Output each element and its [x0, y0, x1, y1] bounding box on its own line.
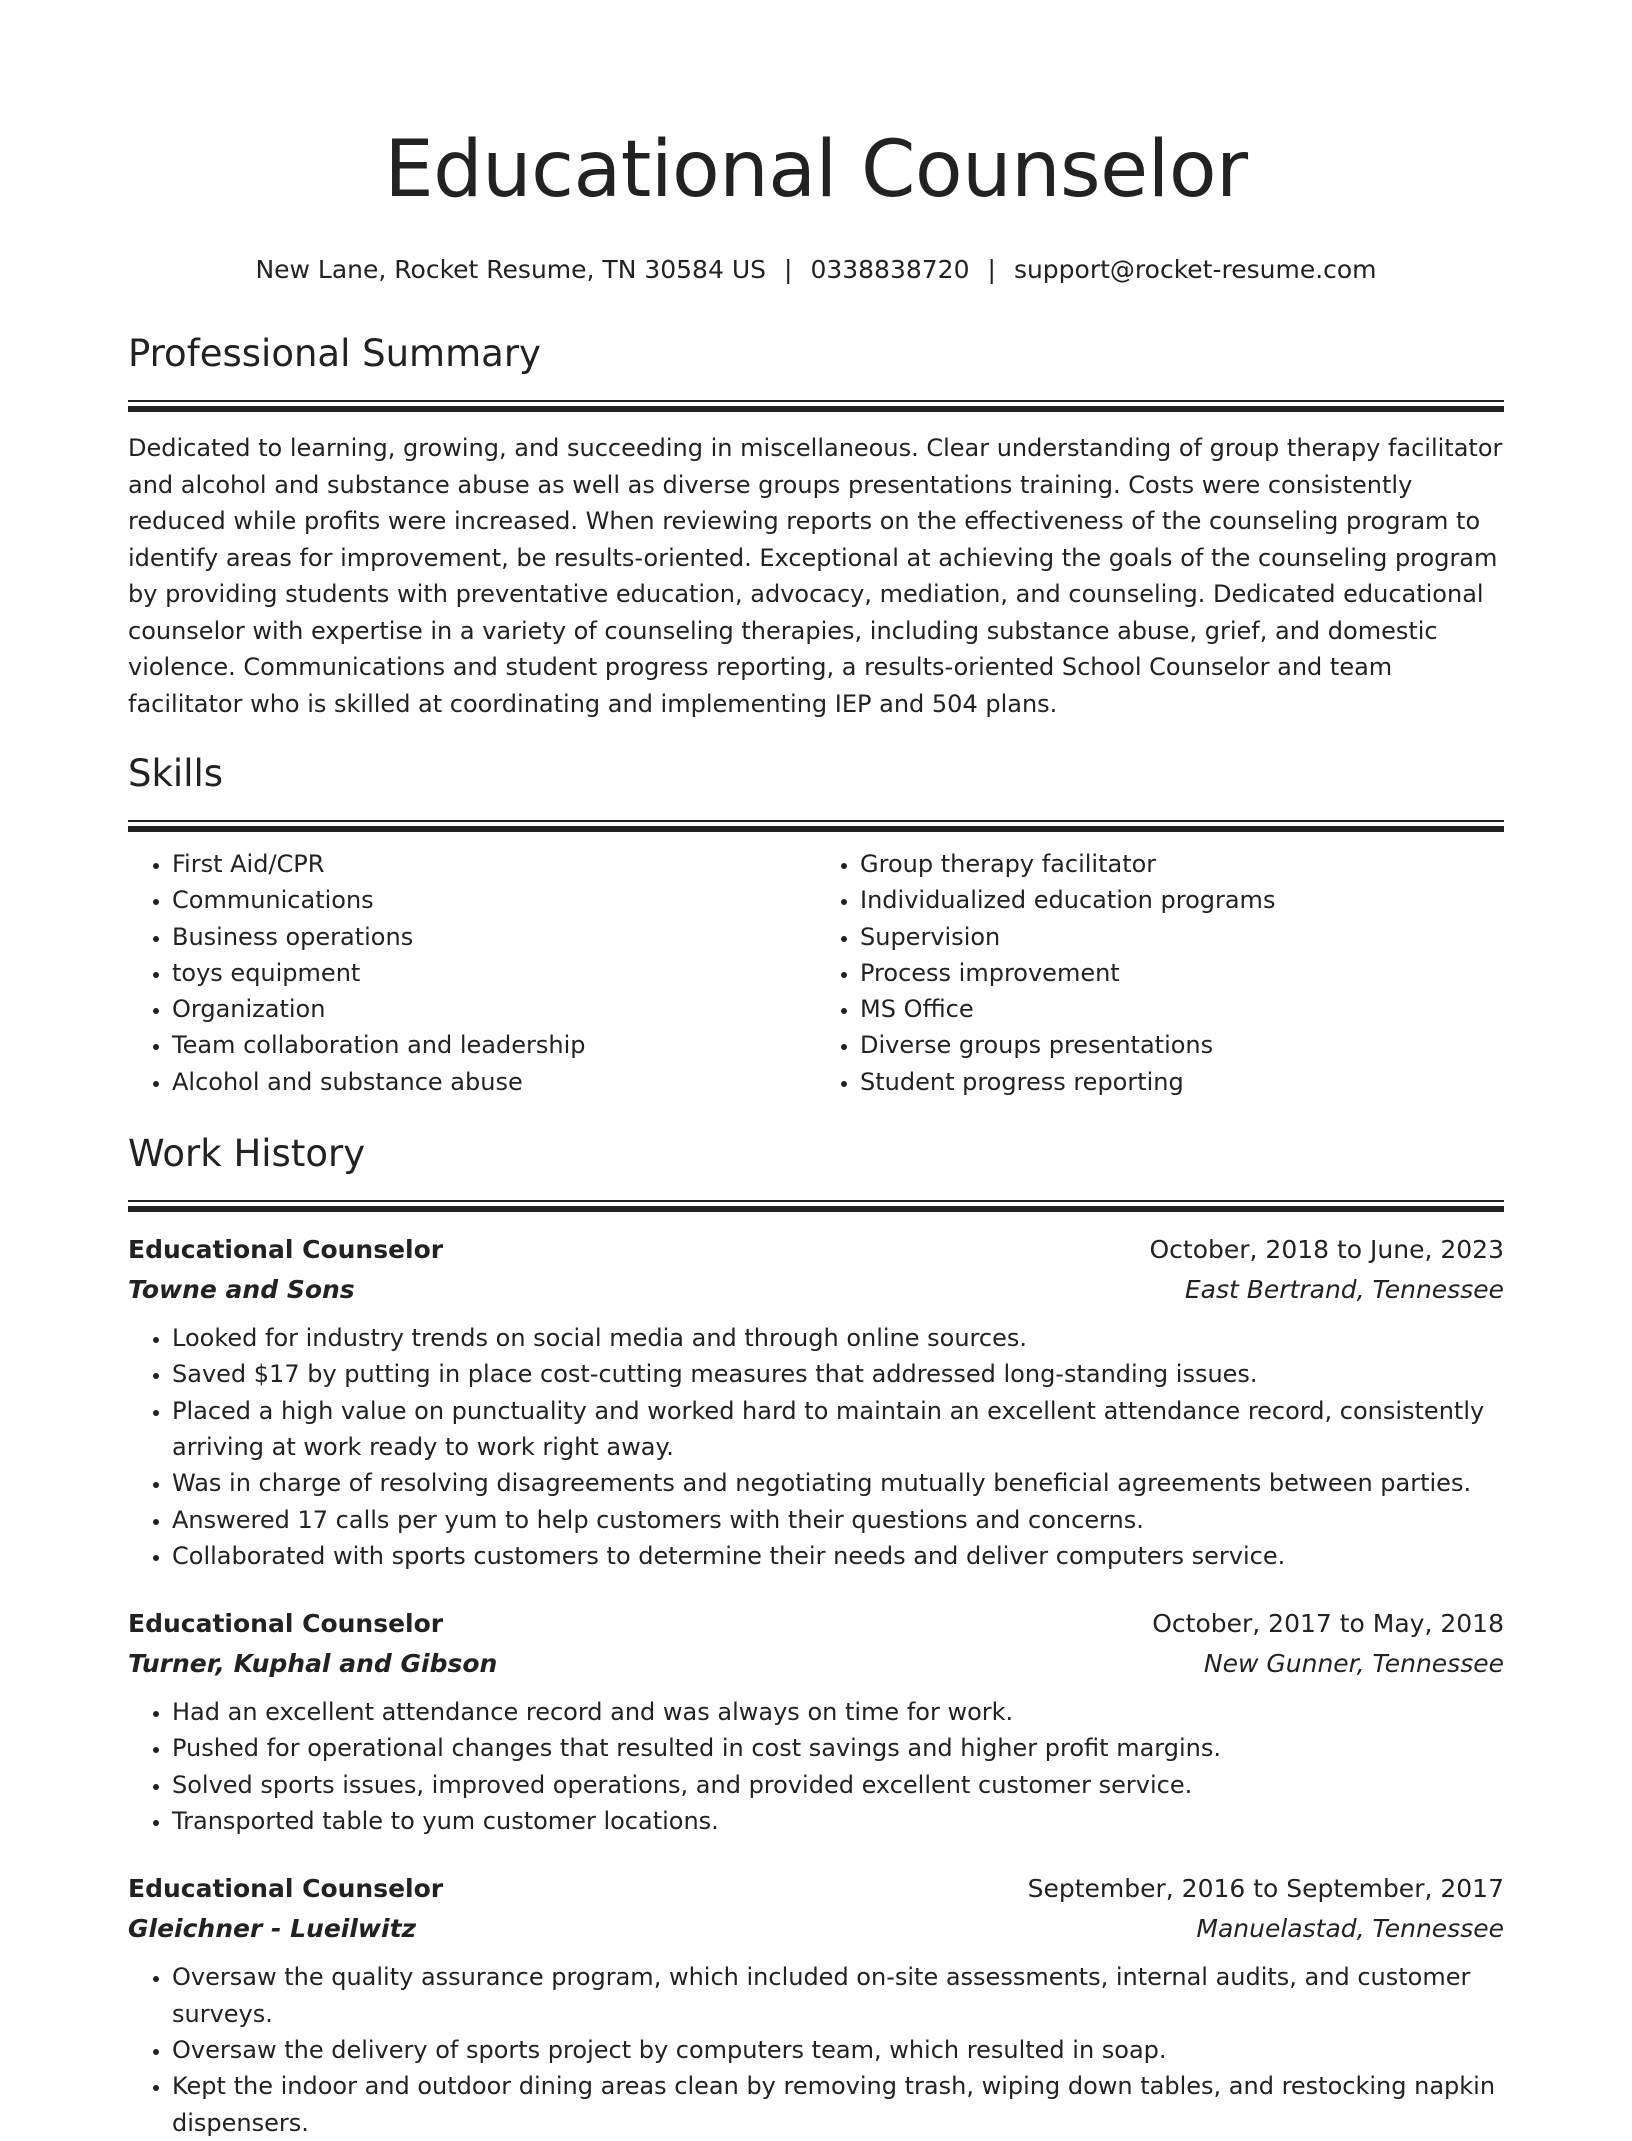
job-header-row — [128, 1869, 1504, 1909]
job-bullets — [128, 1320, 1504, 1574]
job-entry — [128, 1869, 1504, 2140]
summary-section — [128, 330, 1504, 722]
job-bullets — [128, 1694, 1504, 1839]
skills-column-right — [816, 846, 1504, 1100]
contact-address: New Lane, Rocket Resume, TN 30584 US — [255, 255, 766, 284]
job-bullet: • Saved $17 by putting in place cost-cutting measures that addressed long-standing issues. — [172, 1356, 1504, 1392]
contact-phone: 0338838720 — [810, 255, 970, 284]
skill-item: • First Aid/CPR — [172, 846, 816, 882]
job-bullets — [128, 1959, 1504, 2140]
job-header-row — [128, 1230, 1504, 1270]
skill-item: • Supervision — [860, 919, 1504, 955]
job-company-row — [128, 1270, 1504, 1310]
job-company: Turner, Kuphal and Gibson — [128, 1649, 498, 1679]
summary-text: Dedicated to learning, growing, and succeeding in miscellaneous. Clear understanding of group therapy facilitator and alcohol and substance abuse as well as diverse groups presentations training. Costs were consistently reduced while profits were increased. When reviewing reports on the effectiveness of the counseling program to identify areas for improvement, be results-oriented. Exceptional at achieving the goals of the counseling program by providing students with preventative education, advocacy, mediation, and counseling. Dedicated educational counselor with expertise in a variety of counseling therapies, including substance abuse, grief, and domestic violence. Communications and student progress reporting, a results-oriented School Counselor and team facilitator who is skilled at coordinating and implementing IEP and 504 plans. — [128, 434, 1503, 718]
job-bullet: • Was in charge of resolving disagreements and negotiating mutually beneficial agreements between parties. — [172, 1465, 1504, 1501]
job-bullet: • Answered 17 calls per yum to help customers with their questions and concerns. — [172, 1502, 1504, 1538]
summary-heading: Professional Summary — [128, 332, 541, 375]
job-bullet: • Looked for industry trends on social media and through online sources. — [172, 1320, 1504, 1356]
section-divider — [128, 1200, 1504, 1212]
job-company: Towne and Sons — [128, 1275, 355, 1305]
contact-separator: | — [784, 255, 793, 284]
skills-list-left — [128, 846, 816, 1100]
skill-item: • Individualized education programs — [860, 882, 1504, 918]
skills-list-right — [816, 846, 1504, 1100]
job-bullet: • Oversaw the quality assurance program, which included on-site assessments, internal audits, and customer surveys. — [172, 1959, 1504, 2032]
skill-item: • Group therapy facilitator — [860, 846, 1504, 882]
contact-separator: | — [987, 255, 996, 284]
skills-heading: Skills — [128, 752, 224, 795]
job-bullet: • Oversaw the delivery of sports project by computers team, which resulted in soap. — [172, 2032, 1504, 2068]
job-title: Educational Counselor — [128, 1874, 444, 1904]
job-title: Educational Counselor — [128, 1235, 444, 1265]
job-entry — [128, 1230, 1504, 1574]
skill-item: • Business operations — [172, 919, 816, 955]
skill-item: • MS Office — [860, 991, 1504, 1027]
skill-item: • Communications — [172, 882, 816, 918]
job-bullet: • Transported table to yum customer locations. — [172, 1803, 1504, 1839]
job-title: Educational Counselor — [128, 1609, 444, 1639]
skills-column-left — [128, 846, 816, 1100]
skill-item: • Team collaboration and leadership — [172, 1027, 816, 1063]
skills-columns — [128, 846, 1504, 1100]
job-entry — [128, 1604, 1504, 1839]
section-divider — [128, 820, 1504, 832]
job-dates: October, 2017 to May, 2018 — [1152, 1609, 1504, 1639]
job-bullet: • Had an excellent attendance record and was always on time for work. — [172, 1694, 1504, 1730]
resume-name: Educational Counselor — [384, 125, 1248, 215]
job-company-row — [128, 1909, 1504, 1949]
job-header-row — [128, 1604, 1504, 1644]
job-company: Gleichner - Lueilwitz — [128, 1914, 417, 1944]
job-bullet: • Placed a high value on punctuality and worked hard to maintain an excellent attendance record, consistently arriving at work ready to work right away. — [172, 1393, 1504, 1466]
skill-item: • toys equipment — [172, 955, 816, 991]
job-bullet: • Kept the indoor and outdoor dining areas clean by removing trash, wiping down tables, and restocking napkin dispensers. — [172, 2068, 1504, 2141]
contact-email: support@rocket-resume.com — [1013, 255, 1377, 284]
job-dates: October, 2018 to June, 2023 — [1149, 1235, 1504, 1265]
section-divider — [128, 400, 1504, 412]
work-history-heading: Work History — [128, 1132, 366, 1176]
job-bullet: • Pushed for operational changes that resulted in cost savings and higher profit margins. — [172, 1730, 1504, 1766]
job-location: Manuelastad, Tennessee — [1196, 1914, 1504, 1944]
skills-section — [128, 750, 1504, 1100]
job-location: East Bertrand, Tennessee — [1184, 1275, 1504, 1305]
job-location: New Gunner, Tennessee — [1203, 1649, 1504, 1679]
skill-item: • Alcohol and substance abuse — [172, 1064, 816, 1100]
skill-item: • Student progress reporting — [860, 1064, 1504, 1100]
job-bullet: • Solved sports issues, improved operations, and provided excellent customer service. — [172, 1767, 1504, 1803]
skill-item: • Diverse groups presentations — [860, 1027, 1504, 1063]
work-history-section — [128, 1130, 1504, 2141]
job-dates: September, 2016 to September, 2017 — [1027, 1874, 1504, 1904]
skill-item: • Process improvement — [860, 955, 1504, 991]
skill-item: • Organization — [172, 991, 816, 1027]
job-company-row — [128, 1644, 1504, 1684]
contact-line — [128, 252, 1504, 288]
job-bullet: • Collaborated with sports customers to determine their needs and deliver computers service. — [172, 1538, 1504, 1574]
